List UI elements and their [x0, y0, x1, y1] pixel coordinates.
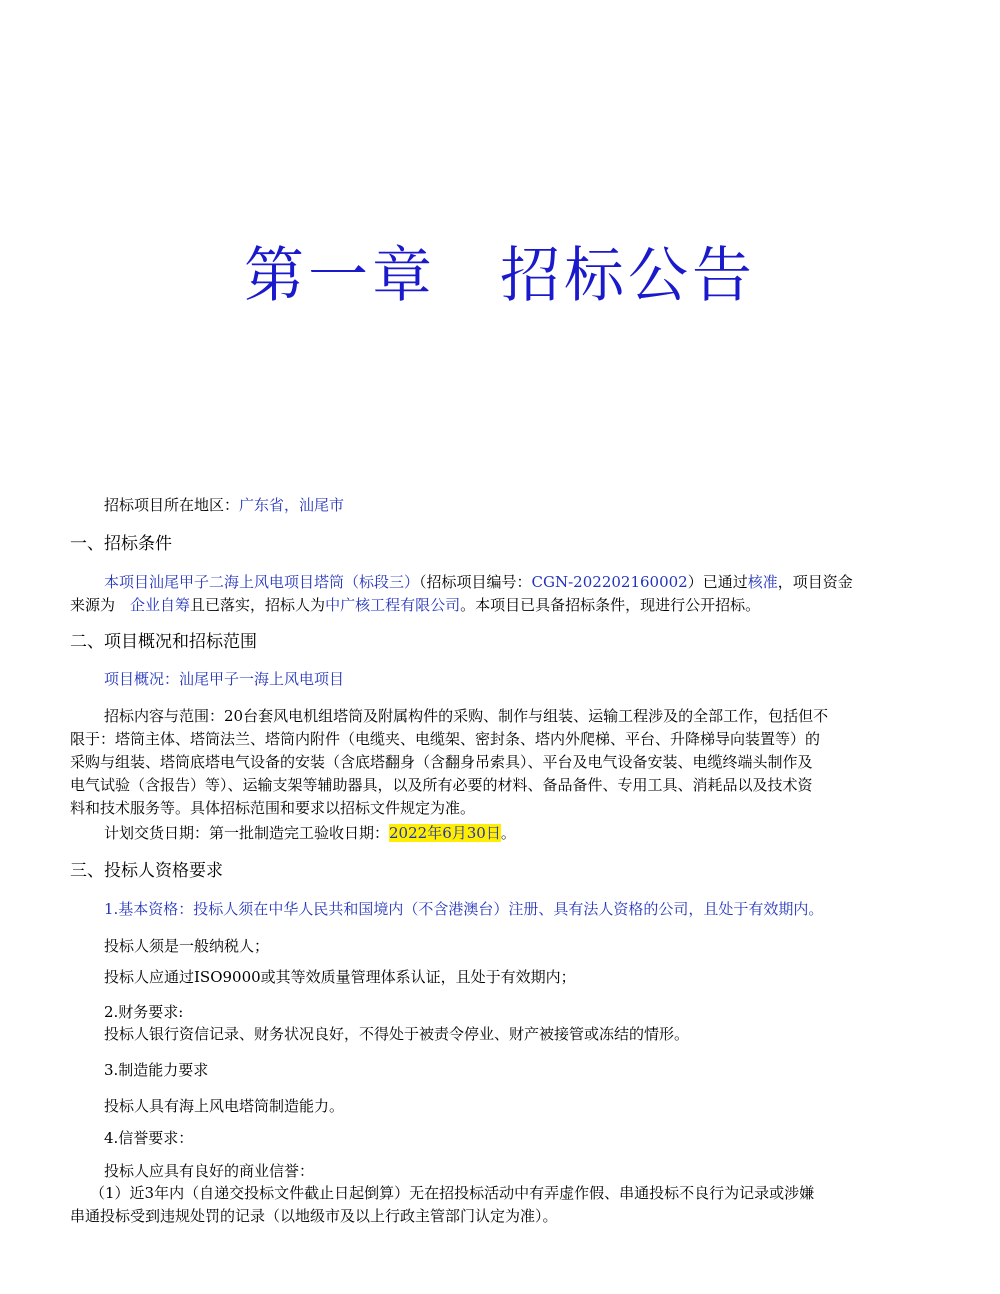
section2-heading: 二、项目概况和招标范围 [70, 632, 257, 652]
funding-prefix: ，项目资金 [777, 573, 853, 591]
section3-heading: 三、投标人资格要求 [70, 861, 223, 881]
section1-para-line2 [70, 594, 932, 616]
section1-para-line1 [104, 571, 932, 593]
section1-para-end: 。本项目已具备招标条件，现进行公开招标。 [460, 596, 761, 614]
manufacturing-label: 3.制造能力要求 [104, 1061, 209, 1079]
funding-source: 企业自筹 [130, 596, 191, 614]
scope-line-5: 料和技术服务等。具体招标范围和要求以招标文件规定为准。 [70, 799, 476, 817]
credit-item-line1: （1）近3年内（自递交投标文件截止日起倒算）无在招投标活动中有弄虚作假、串通投标不良行为记录或涉嫌 [90, 1184, 815, 1202]
credit-item-line2: 串通投标受到违规处罚的记录（以地级市及以上行政主管部门认定为准）。 [70, 1207, 558, 1225]
credit-text: 投标人应具有良好的商业信誉： [104, 1162, 315, 1180]
project-overview: 项目概况：汕尾甲子一海上风电项目 [104, 670, 345, 688]
approval-prefix: ）已通过 [687, 573, 748, 591]
delivery-line [104, 822, 932, 844]
region-value: 广东省，汕尾市 [239, 496, 345, 514]
manufacturing-text: 投标人具有海上风电塔筒制造能力。 [104, 1097, 345, 1115]
funding-label: 来源为 [70, 596, 116, 614]
iso-requirement: 投标人应通过ISO9000或其等效质量管理体系认证，且处于有效期内； [104, 968, 576, 986]
region-label: 招标项目所在地区： [104, 496, 240, 514]
finance-text: 投标人银行资信记录、财务状况良好，不得处于被责令停业、财产被接管或冻结的情形。 [104, 1025, 690, 1043]
scope-line-3: 采购与组装、塔筒底塔电气设备的安装（含底塔翻身（含翻身吊索具）、平台及电气设备安装、电缆终端头制作及 [70, 753, 813, 771]
tenderer-label: 且已落实，招标人为 [190, 596, 326, 614]
credit-label: 4.信誉要求： [104, 1129, 194, 1147]
tenderer-name: 中广核工程有限公司 [325, 596, 461, 614]
scope-line-4: 电气试验（含报告）等）、运输支架等辅助器具，以及所有必要的材料、备品备件、专用工具、消耗品以及技术资 [70, 776, 813, 794]
basic-qualification: 1.基本资格：投标人须在中华人民共和国境内（不含港澳台）注册、具有法人资格的公司，且处于有效期内。 [104, 900, 824, 918]
region-line [104, 494, 932, 516]
project-code: CGN-202202160002 [531, 573, 688, 591]
finance-label: 2.财务要求: [104, 1003, 184, 1021]
taxpayer-requirement: 投标人须是一般纳税人； [104, 937, 270, 955]
scope-line-1: 招标内容与范围：20台套风电机组塔筒及附属构件的采购、制作与组装、运输工程涉及的全部工作，包括但不 [104, 707, 829, 725]
project-name: 本项目汕尾甲子二海上风电项目塔筒（标段三） [104, 573, 420, 591]
section1-heading: 一、招标条件 [70, 534, 172, 554]
code-prefix: （招标项目编号： [419, 573, 532, 591]
delivery-end: 。 [500, 824, 516, 842]
delivery-label: 计划交货日期：第一批制造完工验收日期： [104, 824, 390, 842]
scope-line-2: 限于：塔筒主体、塔筒法兰、塔筒内附件（电缆夹、电缆架、密封条、塔内外爬梯、平台、升降梯导向装置等）的 [70, 730, 821, 748]
delivery-date: 2022年6月30日 [389, 824, 501, 842]
chapter-title: 第一章 招标公告 [244, 241, 756, 311]
approval-status: 核准 [747, 573, 778, 591]
